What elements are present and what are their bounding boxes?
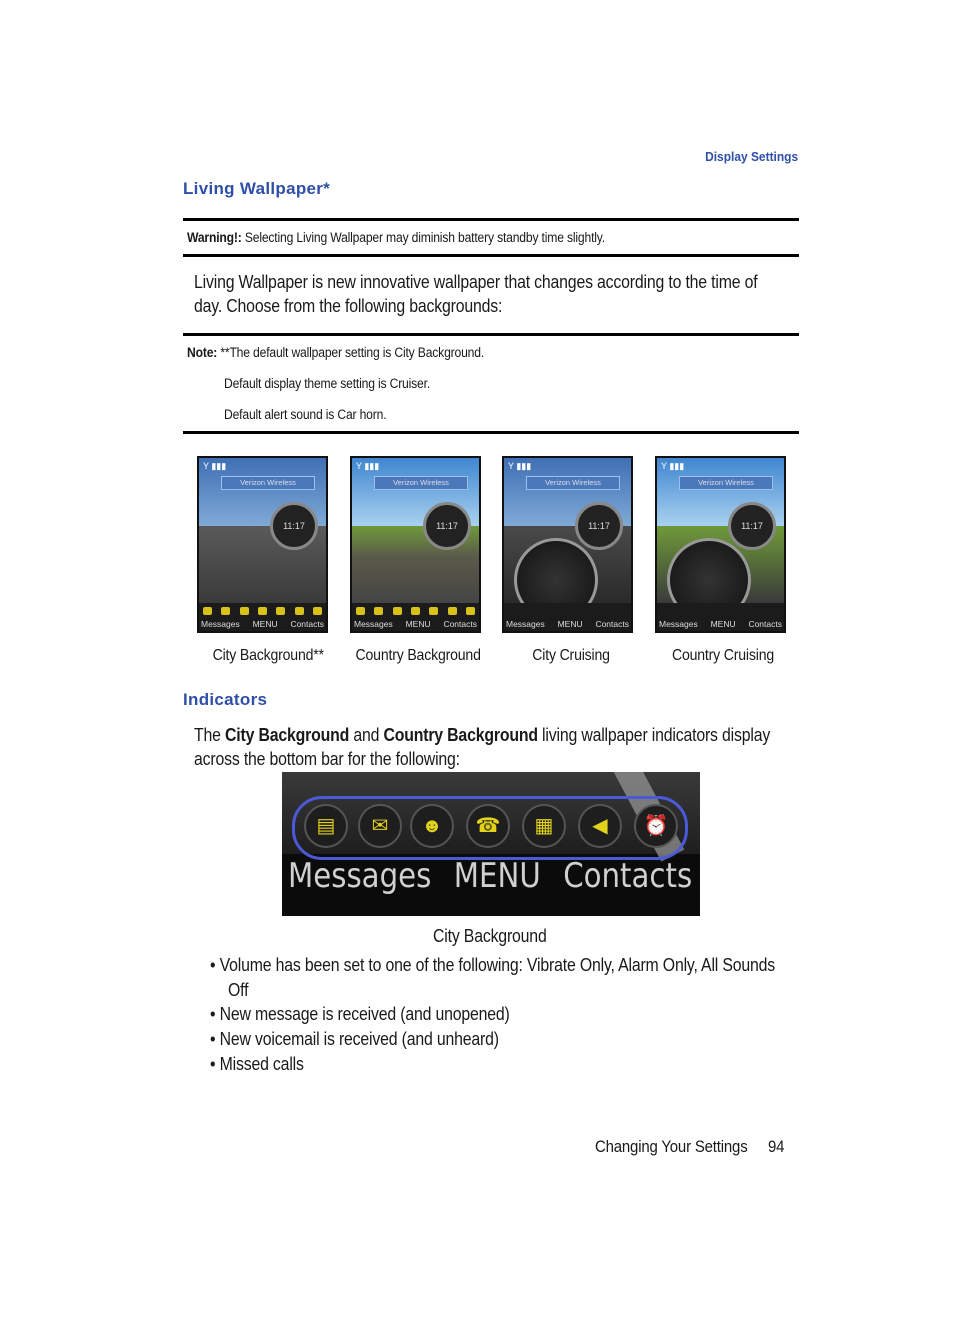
- bullet-item: • Volume has been set to one of the following: Vibrate Only, Alarm Only, All Sounds: [210, 955, 776, 975]
- note-line-3: Default alert sound is Car horn.: [224, 407, 387, 422]
- thumbnail-caption: City Background**: [212, 647, 324, 664]
- thumbnail-caption: Country Cruising: [671, 647, 775, 664]
- city-cruising-thumbnail: Y ▮▮▮ Verizon Wireless 11:17 Messages MENU Contacts: [502, 456, 633, 633]
- warning-text: Warning!: Selecting Living Wallpaper may diminish battery standby time slightly.: [187, 230, 605, 245]
- footer-chapter: Changing Your Settings: [595, 1137, 748, 1156]
- alarm-icon: ⏰: [634, 804, 678, 848]
- note-line-1: Note: **The default wallpaper setting is City Background.: [187, 345, 485, 360]
- divider: [183, 218, 799, 221]
- city-background-thumbnail: Y ▮▮▮ Verizon Wireless 11:17 Messages MENU Contacts: [197, 456, 328, 633]
- missed-call-icon: ☎: [466, 804, 510, 848]
- voicemail-icon: ☻: [410, 804, 454, 848]
- indicators-heading: Indicators: [183, 690, 268, 709]
- volume-icon: ◀: [578, 804, 622, 848]
- divider: [183, 254, 799, 257]
- divider: [183, 333, 799, 336]
- country-background-thumbnail: Y ▮▮▮ Verizon Wireless 11:17 Messages MENU Contacts: [350, 456, 481, 633]
- intro-paragraph: Living Wallpaper is new innovative wallpaper that changes according to the time of day. Choose from the following backgrounds:: [194, 272, 758, 316]
- note-line-2: Default display theme setting is Cruiser.: [224, 376, 431, 391]
- indicators-bar-image: ▤ ✉ ☻ ☎ ▦ ◀ ⏰ Messages MENU Contacts: [282, 772, 700, 916]
- vibrate-icon: ▤: [304, 804, 348, 848]
- message-icon: ✉: [358, 804, 402, 848]
- image-caption: City Background: [433, 926, 547, 946]
- section-header: Display Settings: [704, 149, 798, 164]
- bullet-item: • New voicemail is received (and unheard): [210, 1029, 499, 1049]
- calendar-icon: ▦: [522, 804, 566, 848]
- bullet-item: • New message is received (and unopened): [210, 1004, 510, 1024]
- bullet-item: • Missed calls: [210, 1054, 304, 1074]
- divider: [183, 431, 799, 434]
- living-wallpaper-heading: Living Wallpaper*: [183, 179, 331, 198]
- page-number: 94: [768, 1137, 785, 1156]
- country-cruising-thumbnail: Y ▮▮▮ Verizon Wireless 11:17 Messages MENU Contacts: [655, 456, 786, 633]
- thumbnail-caption: City Cruising: [532, 647, 610, 664]
- thumbnail-caption: Country Background: [355, 647, 481, 664]
- indicators-paragraph: The City Background and Country Background living wallpaper indicators display across the bottom bar for the following:: [194, 725, 771, 769]
- bullet-item-continuation: Off: [228, 980, 249, 1000]
